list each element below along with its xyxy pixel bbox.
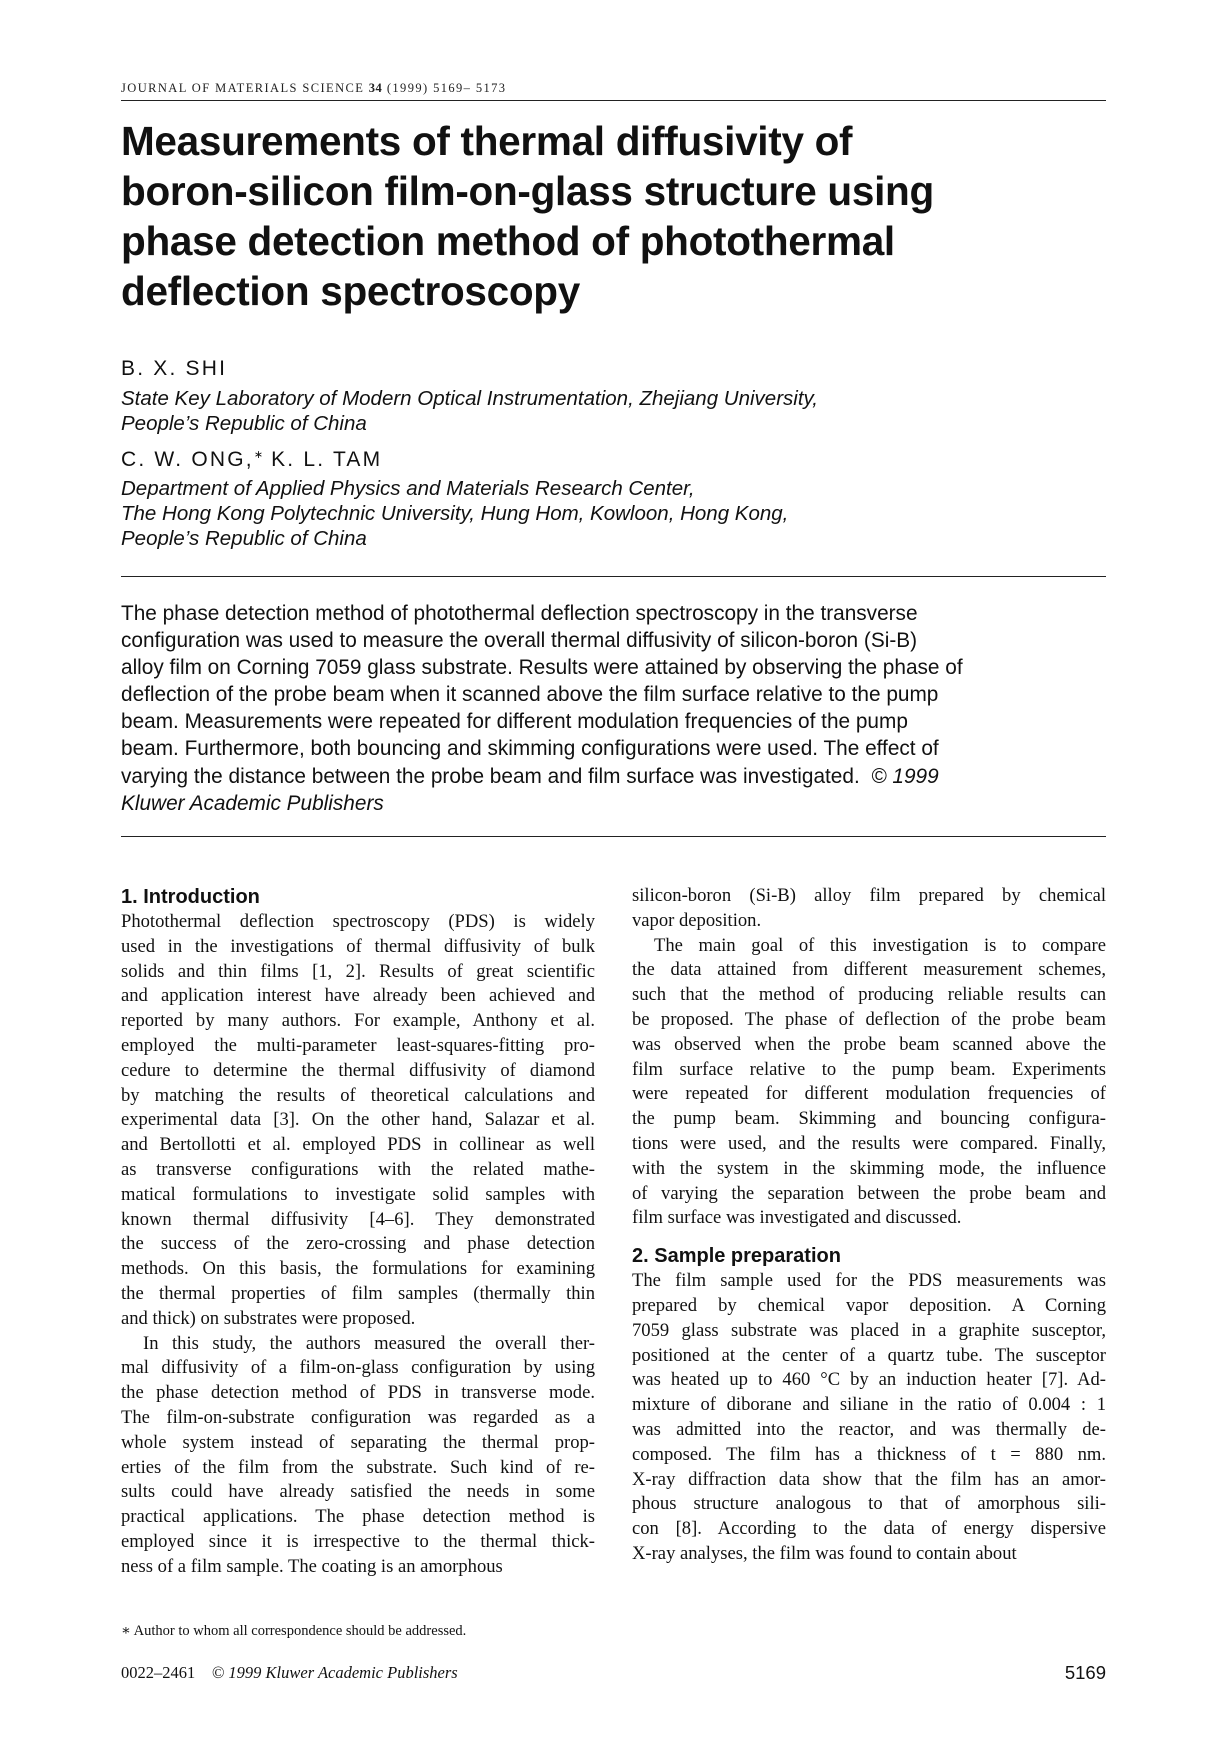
column-left: [121, 884, 595, 1580]
text-line: The film-on-substrate configuration was regarded as a: [121, 1406, 595, 1428]
author-affiliation: [121, 476, 788, 551]
title-line: phase detection method of photothermal: [121, 218, 895, 264]
text-line: were repeated for different modulation frequencies of: [632, 1083, 1106, 1105]
text-line: and application interest have already been achieved and: [121, 985, 595, 1007]
text-line: reported by many authors. For example, Anthony et al.: [121, 1010, 595, 1032]
paragraph: [632, 1269, 1106, 1567]
author-name: C. W. ONG,: [121, 448, 254, 471]
text-line: In this study, the authors measured the overall ther-: [143, 1332, 595, 1354]
text-line: the success of the zero-crossing and phase detection: [121, 1233, 595, 1255]
text-line: mixture of diborane and siliane in the ratio of 0.004 : 1: [632, 1394, 1106, 1416]
abstract: [121, 600, 1111, 817]
text-line: phous structure analogous to that of amorphous sili-: [632, 1493, 1106, 1515]
abstract-publisher: Kluwer Academic Publishers: [121, 791, 384, 815]
footer-issn: [121, 1663, 458, 1683]
text-line: the thermal properties of film samples (thermally thin: [121, 1282, 595, 1304]
section-gap: [632, 1231, 1106, 1243]
journal-volume: 34: [368, 81, 383, 95]
paragraph: [121, 1332, 595, 1580]
correspondence-mark: ∗: [253, 449, 264, 461]
text-line: film surface was investigated and discussed.: [632, 1207, 962, 1229]
text-line: X-ray analyses, the film was found to contain about: [632, 1542, 1017, 1564]
affiliation-line: People’s Republic of China: [121, 527, 367, 550]
footer-copyright: © 1999 Kluwer Academic Publishers: [211, 1663, 458, 1682]
abstract-line: beam. Furthermore, both bouncing and skimming configurations were used. The effect of: [121, 737, 939, 761]
author-affiliation: [121, 386, 818, 436]
text-line: The main goal of this investigation is to compare: [654, 934, 1106, 956]
text-line: whole system instead of separating the thermal prop-: [121, 1431, 595, 1453]
text-line: practical applications. The phase detection method is: [121, 1506, 595, 1528]
text-line: ness of a film sample. The coating is an amorphous: [121, 1555, 503, 1577]
abstract-line: beam. Measurements were repeated for different modulation frequencies of the pump: [121, 710, 908, 734]
affiliation-line: The Hong Kong Polytechnic University, Hung Hom, Kowloon, Hong Kong,: [121, 502, 789, 525]
text-line: was admitted into the reactor, and was thermally de-: [632, 1418, 1106, 1440]
text-line: X-ray diffraction data show that the film has an amor-: [632, 1468, 1106, 1490]
text-line: and thick) on substrates were proposed.: [121, 1307, 416, 1329]
text-line: 7059 glass substrate was placed in a graphite susceptor,: [632, 1319, 1106, 1341]
section-heading-sample-preparation: 2. Sample preparation: [632, 1245, 841, 1268]
abstract-line: The phase detection method of photothermal deflection spectroscopy in the transverse: [121, 602, 918, 625]
text-line: tions were used, and the results were compared. Finally,: [632, 1132, 1106, 1154]
journal-header: [121, 81, 1106, 101]
divider: [121, 576, 1106, 577]
text-line: be proposed. The phase of deflection of the probe beam: [632, 1008, 1106, 1030]
title-line: deflection spectroscopy: [121, 268, 580, 314]
title-line: Measurements of thermal diffusivity of: [121, 118, 853, 164]
abstract-line: deflection of the probe beam when it scanned above the film surface relative to the pump: [121, 683, 939, 707]
text-line: the phase detection method of PDS in transverse mode.: [121, 1382, 595, 1404]
paragraph: [632, 934, 1106, 1232]
text-line: prepared by chemical vapor deposition. A Corning: [632, 1294, 1106, 1316]
journal-year-pages: (1999) 5169– 5173: [386, 81, 507, 95]
title-line: boron-silicon film-on-glass structure using: [121, 168, 934, 214]
abstract-copyright: © 1999: [871, 764, 939, 788]
text-line: con [8]. According to the data of energy dispersive: [632, 1518, 1106, 1540]
text-line: vapor deposition.: [632, 909, 762, 931]
text-line: experimental data [3]. On the other hand, Salazar et al.: [121, 1109, 595, 1131]
issn: 0022–2461: [121, 1663, 196, 1682]
author-names: [121, 448, 382, 472]
text-line: erties of the film from the substrate. Such kind of re-: [121, 1456, 595, 1478]
text-line: methods. On this basis, the formulations for examining: [121, 1258, 595, 1280]
text-line: positioned at the center of a quartz tube. The susceptor: [632, 1344, 1106, 1366]
divider: [121, 836, 1106, 837]
paragraph: [121, 910, 595, 1332]
text-line: such that the method of producing reliable results can: [632, 984, 1106, 1006]
text-line: The film sample used for the PDS measurements was: [632, 1270, 1106, 1292]
author-name: B. X. SHI: [121, 357, 228, 380]
text-line: cedure to determine the thermal diffusivity of diamond: [121, 1059, 595, 1081]
author-names: [121, 357, 227, 381]
abstract-line-text: varying the distance between the probe beam and film surface was investigated.: [121, 764, 860, 788]
abstract-line: alloy film on Corning 7059 glass substrate. Results were attained by observing the phase of: [121, 656, 963, 680]
affiliation-line: People’s Republic of China: [121, 412, 367, 435]
text-line: composed. The film has a thickness of t = 880 nm.: [632, 1443, 1106, 1465]
text-line: as transverse configurations with the related mathe-: [121, 1158, 595, 1180]
text-line: employed the multi-parameter least-squares-fitting pro-: [121, 1034, 595, 1056]
text-line: with the system in the skimming mode, the influence: [632, 1157, 1106, 1179]
text-line: the pump beam. Skimming and bouncing configura-: [632, 1108, 1106, 1130]
text-line: Photothermal deflection spectroscopy (PDS) is widely: [121, 911, 595, 932]
text-line: silicon-boron (Si-B) alloy film prepared by chemical: [632, 885, 1106, 906]
text-line: and Bertollotti et al. employed PDS in collinear as well: [121, 1134, 595, 1156]
text-line: the data attained from different measurement schemes,: [632, 959, 1106, 981]
text-line: matical formulations to investigate solid samples with: [121, 1183, 595, 1205]
text-line: by matching the results of theoretical calculations and: [121, 1084, 595, 1106]
page-number: 5169: [1064, 1662, 1106, 1683]
column-right: [632, 884, 1106, 1567]
footnote: ∗ Author to whom all correspondence should be addressed.: [121, 1623, 467, 1639]
text-line: solids and thin films [1, 2]. Results of great scientific: [121, 960, 595, 982]
paragraph: [632, 884, 1106, 934]
text-line: known thermal diffusivity [4–6]. They demonstrated: [121, 1208, 595, 1230]
text-line: mal diffusivity of a film-on-glass configuration by using: [121, 1357, 595, 1379]
text-line: film surface relative to the pump beam. Experiments: [632, 1058, 1106, 1080]
abstract-line: [121, 763, 1111, 790]
text-line: used in the investigations of thermal diffusivity of bulk: [121, 935, 595, 957]
abstract-line: configuration was used to measure the overall thermal diffusivity of silicon-boron (Si-B): [121, 629, 918, 653]
affiliation-line: State Key Laboratory of Modern Optical Instrumentation, Zhejiang University,: [121, 387, 818, 410]
text-line: of varying the separation between the probe beam and: [632, 1182, 1106, 1204]
text-line: was observed when the probe beam scanned above the: [632, 1033, 1106, 1055]
text-line: sults could have already satisfied the needs in some: [121, 1481, 595, 1503]
text-line: employed since it is irrespective to the thermal thick-: [121, 1530, 595, 1552]
paper-title: [121, 116, 1121, 316]
section-heading-introduction: 1. Introduction: [121, 886, 260, 908]
affiliation-line: Department of Applied Physics and Materials Research Center,: [121, 477, 695, 500]
journal-name: JOURNAL OF MATERIALS SCIENCE: [121, 81, 365, 95]
author-name: K. L. TAM: [263, 448, 383, 471]
text-line: was heated up to 460 °C by an induction heater [7]. Ad-: [632, 1369, 1106, 1391]
